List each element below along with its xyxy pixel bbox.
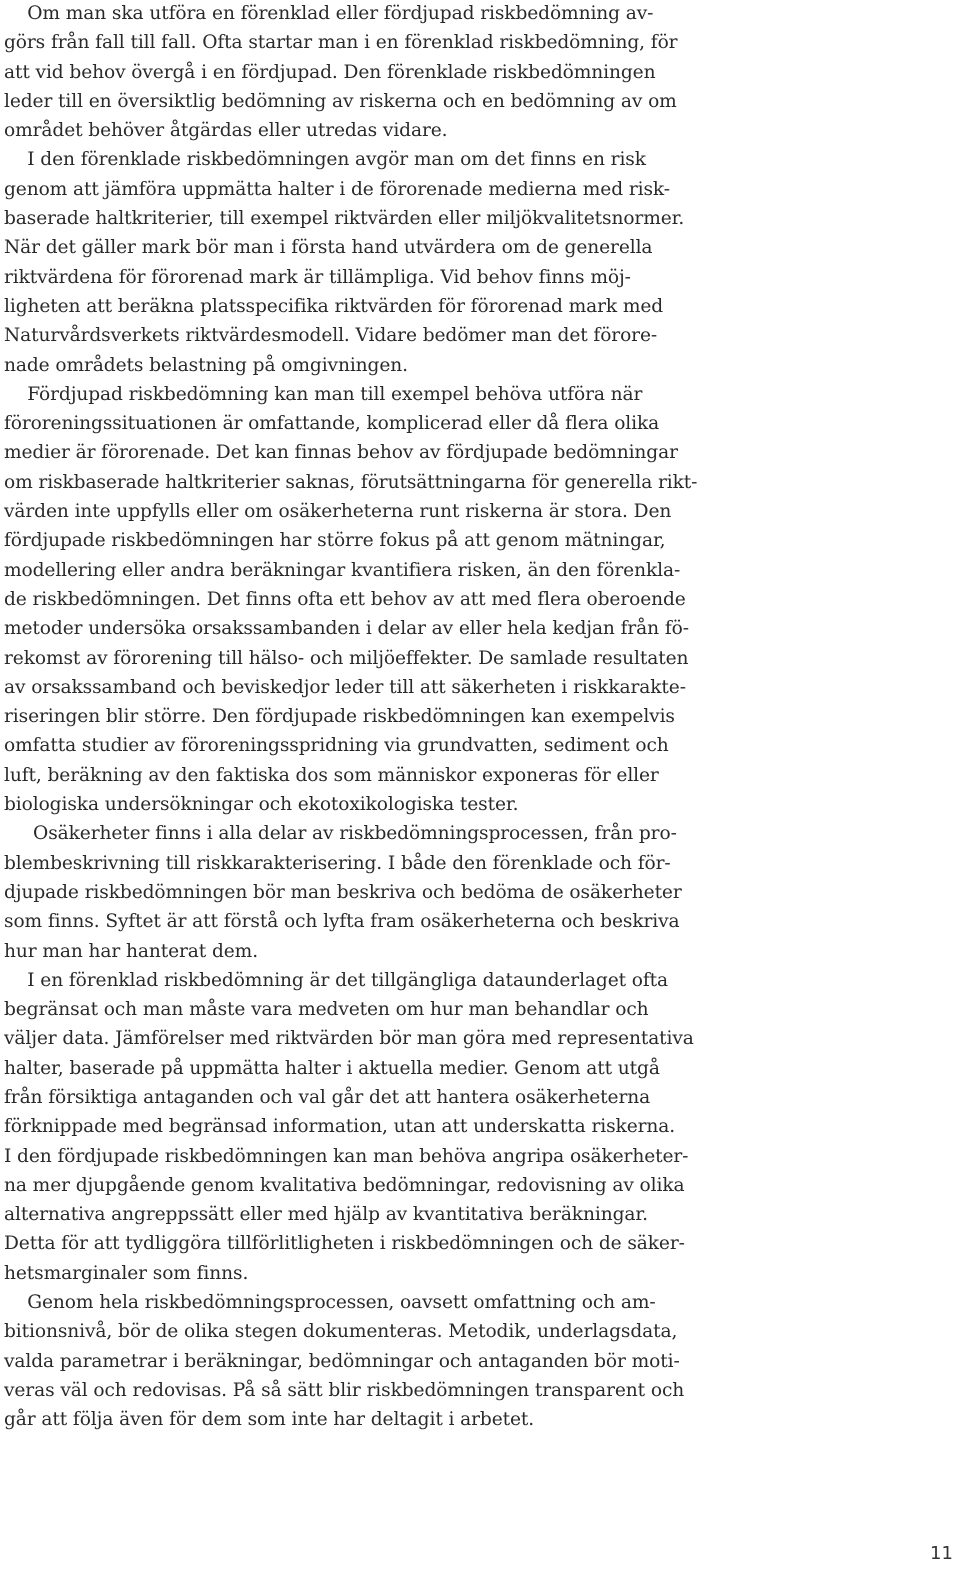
text-line: av orsakssamband och beviskedjor leder till att säkerheten i riskkarakte-	[4, 676, 686, 698]
text-line: veras väl och redovisas. På så sätt blir riskbedömningen transparent och	[4, 1379, 685, 1401]
text-line: riktvärdena för förorenad mark är tillämpliga. Vid behov finns möj-	[4, 266, 631, 288]
text-line: luft, beräkning av den faktiska dos som människor exponeras för eller	[4, 764, 659, 786]
text-line: biologiska undersökningar och ekotoxikologiska tester.	[4, 794, 519, 816]
text-line: metoder undersöka orsakssambanden i delar av eller hela kedjan från fö-	[4, 618, 689, 640]
text-line: na mer djupgående genom kvalitativa bedömningar, redovisning av olika	[4, 1174, 685, 1196]
text-line: alternativa angreppssätt eller med hjälp av kvantitativa beräkningar.	[4, 1204, 648, 1226]
text-line: föroreningssituationen är omfattande, komplicerad eller då flera olika	[4, 413, 660, 435]
text-line: från försiktiga antaganden och val går det att hantera osäkerheterna	[4, 1086, 651, 1108]
text-line: genom att jämföra uppmätta halter i de förorenade medierna med risk-	[4, 178, 670, 200]
text-line: leder till en översiktlig bedömning av riskerna och en bedömning av om	[4, 90, 677, 112]
text-line: I den förenklade riskbedömningen avgör man om det finns en risk	[4, 149, 646, 171]
text-line: ligheten att beräkna platsspecifika riktvärden för förorenad mark med	[4, 295, 664, 317]
text-line: halter, baserade på uppmätta halter i aktuella medier. Genom att utgå	[4, 1057, 660, 1079]
text-line: att vid behov övergå i en fördjupad. Den förenklade riskbedömningen	[4, 61, 656, 83]
text-line: blembeskrivning till riskkarakterisering. I både den förenklade och för-	[4, 852, 671, 874]
text-line: går att följa även för dem som inte har deltagit i arbetet.	[4, 1409, 535, 1431]
text-line: riseringen blir större. Den fördjupade riskbedömningen kan exempelvis	[4, 706, 675, 728]
body-text	[4, 0, 704, 1435]
text-line: bitionsnivå, bör de olika stegen dokumenteras. Metodik, underlagsdata,	[4, 1321, 678, 1343]
text-line: I den fördjupade riskbedömningen kan man behöva angripa osäkerheter-	[4, 1145, 689, 1167]
text-line: baserade haltkriterier, till exempel riktvärden eller miljökvalitetsnormer.	[4, 208, 685, 230]
text-line: som finns. Syftet är att förstå och lyfta fram osäkerheterna och beskriva	[4, 911, 680, 933]
text-line: nade områdets belastning på omgivningen.	[4, 354, 408, 376]
text-line: rekomst av förorening till hälso- och miljöeffekter. De samlade resultaten	[4, 647, 689, 669]
text-line: väljer data. Jämförelser med riktvärden bör man göra med representativa	[4, 1028, 694, 1050]
text-line: medier är förorenade. Det kan finnas behov av fördjupade bedömningar	[4, 442, 678, 464]
text-line: hur man har hanterat dem.	[4, 940, 259, 962]
text-line: hetsmarginaler som finns.	[4, 1262, 249, 1284]
text-line: görs från fall till fall. Ofta startar man i en förenklad riskbedömning, för	[4, 32, 678, 54]
text-line: modellering eller andra beräkningar kvantifiera risken, än den förenkla-	[4, 559, 681, 581]
text-line: När det gäller mark bör man i första hand utvärdera om de generella	[4, 237, 653, 259]
text-line: begränsat och man måste vara medveten om hur man behandlar och	[4, 999, 649, 1021]
text-line: Genom hela riskbedömningsprocessen, oavsett omfattning och am-	[4, 1292, 656, 1314]
text-line: Naturvårdsverkets riktvärdesmodell. Vidare bedömer man det förore-	[4, 325, 658, 347]
text-line: värden inte uppfylls eller om osäkerheterna runt riskerna är stora. Den	[4, 501, 672, 523]
text-line: Osäkerheter finns i alla delar av riskbedömningsprocessen, från pro-	[4, 823, 677, 845]
text-line: I en förenklad riskbedömning är det tillgängliga dataunderlaget ofta	[4, 969, 669, 991]
text-line: förknippade med begränsad information, utan att underskatta riskerna.	[4, 1116, 676, 1138]
text-line: Fördjupad riskbedömning kan man till exempel behöva utföra när	[4, 383, 643, 405]
page-number: 11	[930, 1543, 953, 1564]
text-line: området behöver åtgärdas eller utredas vidare.	[4, 120, 448, 142]
text-line: Om man ska utföra en förenklad eller fördjupad riskbedömning av-	[4, 3, 654, 24]
text-line: de riskbedömningen. Det finns ofta ett behov av att med flera oberoende	[4, 588, 686, 610]
text-line: djupade riskbedömningen bör man beskriva och bedöma de osäkerheter	[4, 881, 682, 903]
text-line: valda parametrar i beräkningar, bedömningar och antaganden bör moti-	[4, 1350, 680, 1372]
text-line: Detta för att tydliggöra tillförlitligheten i riskbedömningen och de säker-	[4, 1233, 685, 1255]
text-line: fördjupade riskbedömningen har större fokus på att genom mätningar,	[4, 530, 666, 552]
text-line: omfatta studier av föroreningsspridning via grundvatten, sediment och	[4, 735, 669, 757]
text-line: om riskbaserade haltkriterier saknas, förutsättningarna för generella rikt-	[4, 471, 698, 493]
